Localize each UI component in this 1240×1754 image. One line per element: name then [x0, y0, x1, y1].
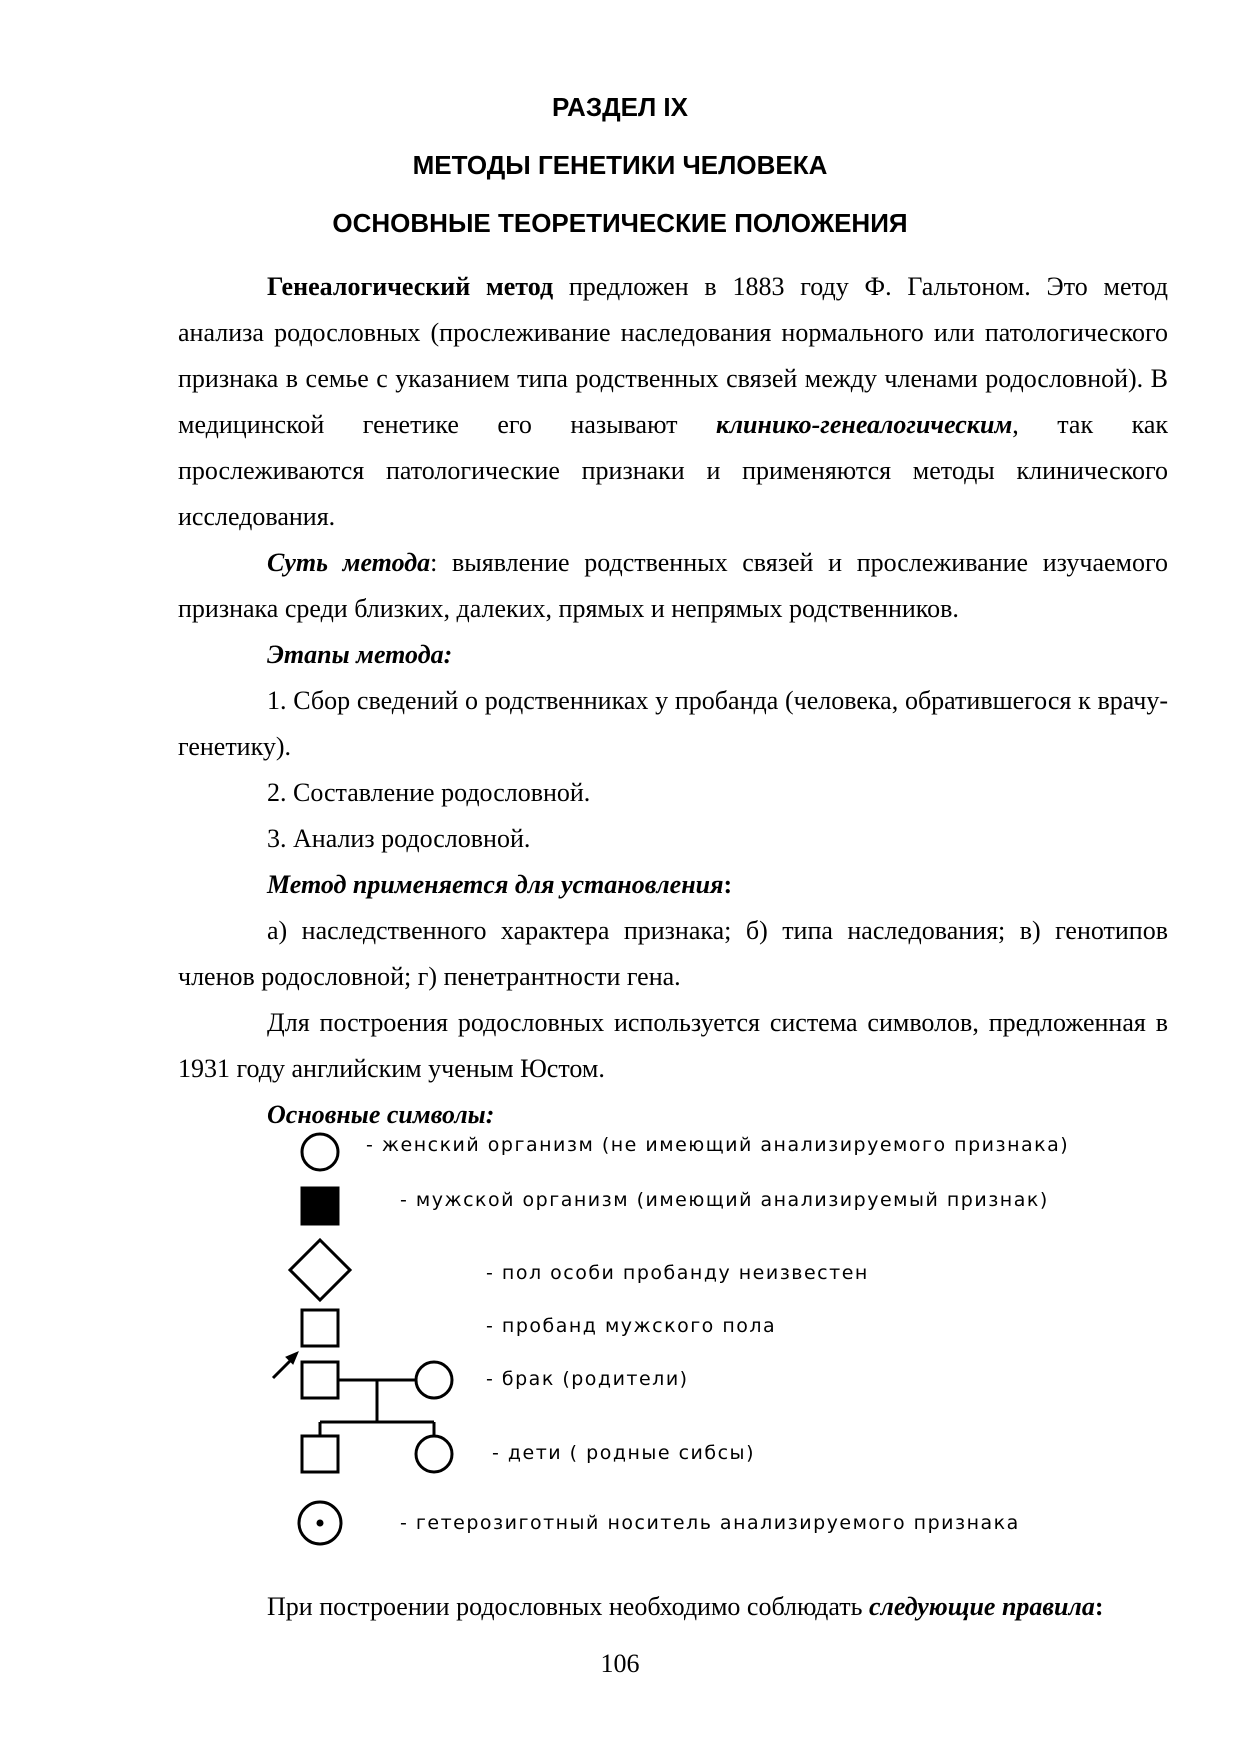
stages-heading: Этапы метода: [267, 640, 453, 669]
male-affected-symbol [302, 1188, 338, 1224]
label-carrier: - гетерозиготный носитель анализируемого признака [400, 1512, 1020, 1534]
label-male-affected: - мужской организм (имеющий анализируемый признак) [400, 1189, 1049, 1211]
label-unknown-sex: - пол особи пробанду неизвестен [486, 1262, 869, 1284]
child-son-square [302, 1436, 338, 1472]
paragraph-symbol-system: Для построения родословных используется система символов, предложенная в 1931 году английским ученым Юстом. [178, 1008, 1168, 1083]
label-female: - женский организм (не имеющий анализируемого признака) [366, 1134, 1070, 1156]
stage-item-2: 2. Составление родословной. [267, 778, 591, 807]
para2-text: : выявление родственных связей и прослеживание изучаемого признака среди близких, далеких, прямых и непрямых родственников. [178, 548, 1168, 623]
para1-text2: , так как прослеживаются патологические признаки и применяются методы клинического исследования. [178, 410, 1168, 531]
term-genealogical: Генеалогический метод [267, 272, 554, 301]
chapter-title: МЕТОДЫ ГЕНЕТИКИ ЧЕЛОВЕКА [412, 150, 828, 180]
term-clinical-genealogical: клинико-генеалогическим [716, 410, 1013, 439]
label-children: - дети ( родные сибсы) [492, 1442, 755, 1464]
usage-text: а) наследственного характера признака; б) типа наследования; в) генотипов членов родословной; г) пенетрантности гена. [178, 916, 1168, 991]
label-proband-male: - пробанд мужского пола [486, 1315, 777, 1337]
stage-item-1: 1. Сбор сведений о родственниках у пробанда (человека, обратившегося к врачу-генетику). [178, 686, 1168, 761]
marriage-female-circle [416, 1362, 452, 1398]
paragraph-method-essence [178, 540, 1168, 632]
female-symbol [302, 1134, 338, 1170]
section-heading: РАЗДЕЛ IX [551, 92, 689, 122]
paragraph-genealogical-method [178, 264, 1168, 540]
page-number: 106 [600, 1649, 640, 1678]
rules-emphasis: следующие правила [868, 1592, 1095, 1621]
symbols-heading: Основные символы: [267, 1100, 495, 1129]
marriage-male-square [302, 1362, 338, 1398]
rules-line: При построении родословных необходимо соблюдать следующие правила: [267, 1592, 1104, 1621]
body-text [178, 264, 1168, 1138]
label-essence: Суть метода [267, 548, 431, 577]
child-daughter-circle [416, 1436, 452, 1472]
label-marriage: - брак (родители) [486, 1368, 689, 1390]
carrier-dot [317, 1520, 324, 1527]
para1-text1: предложен в 1883 году Ф. Гальтоном. Это метод анализа родословных (прослеживание наследования нормального или патологического признака в семье с указанием типа родственных связей между членами родословной). В медицинской генетике его называют [178, 272, 1168, 439]
stage-item-3: 3. Анализ родословной. [267, 824, 531, 853]
usage-heading: Метод применяется для установления: [267, 870, 733, 899]
subtitle: ОСНОВНЫЕ ТЕОРЕТИЧЕСКИЕ ПОЛОЖЕНИЯ [332, 208, 908, 238]
unknown-sex-diamond [290, 1240, 350, 1300]
proband-male-square [302, 1310, 338, 1346]
